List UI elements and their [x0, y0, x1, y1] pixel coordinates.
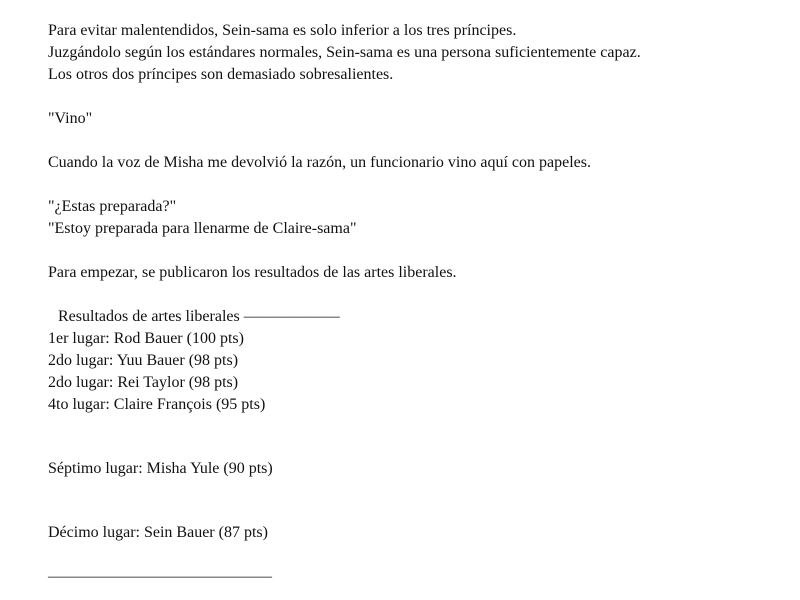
results-entry-seventh: Séptimo lugar: Misha Yule (90 pts)	[48, 460, 273, 477]
text-line: Para empezar, se publicaron los resultados de las artes liberales.	[48, 264, 457, 281]
results-gap	[48, 416, 778, 458]
results-entry: 4to lugar: Claire François (95 pts)	[48, 396, 266, 413]
text-line: Los otros dos príncipes son demasiado sobresalientes.	[48, 66, 394, 83]
text-line: Juzgándolo según los estándares normales, Sein-sama es una persona suficientemente capaz.	[48, 44, 641, 61]
paragraph-gap	[48, 240, 778, 262]
dialogue-line: "Estoy preparada para llenarme de Claire-sama"	[48, 220, 357, 237]
paragraph-gap	[48, 284, 778, 306]
paragraph-gap	[48, 130, 778, 152]
results-entry-tenth: Décimo lugar: Sein Bauer (87 pts)	[48, 524, 268, 541]
paragraph-gap	[48, 86, 778, 108]
footer-rule: ——————————————	[48, 568, 272, 585]
dialogue-line: "¿Estas preparada?"	[48, 198, 177, 215]
dialogue-line: "Vino"	[48, 110, 93, 127]
document-body	[48, 20, 778, 588]
results-entry: 2do lugar: Yuu Bauer (98 pts)	[48, 352, 239, 369]
text-line: Para evitar malentendidos, Sein-sama es solo inferior a los tres príncipes.	[48, 22, 517, 39]
paragraph-gap	[48, 544, 778, 566]
results-gap	[48, 480, 778, 522]
results-entry: 1er lugar: Rod Bauer (100 pts)	[48, 330, 244, 347]
results-header: Resultados de artes liberales ——————	[58, 308, 340, 325]
paragraph-gap	[48, 174, 778, 196]
text-line: Cuando la voz de Misha me devolvió la razón, un funcionario vino aquí con papeles.	[48, 154, 591, 171]
results-entry: 2do lugar: Rei Taylor (98 pts)	[48, 374, 239, 391]
